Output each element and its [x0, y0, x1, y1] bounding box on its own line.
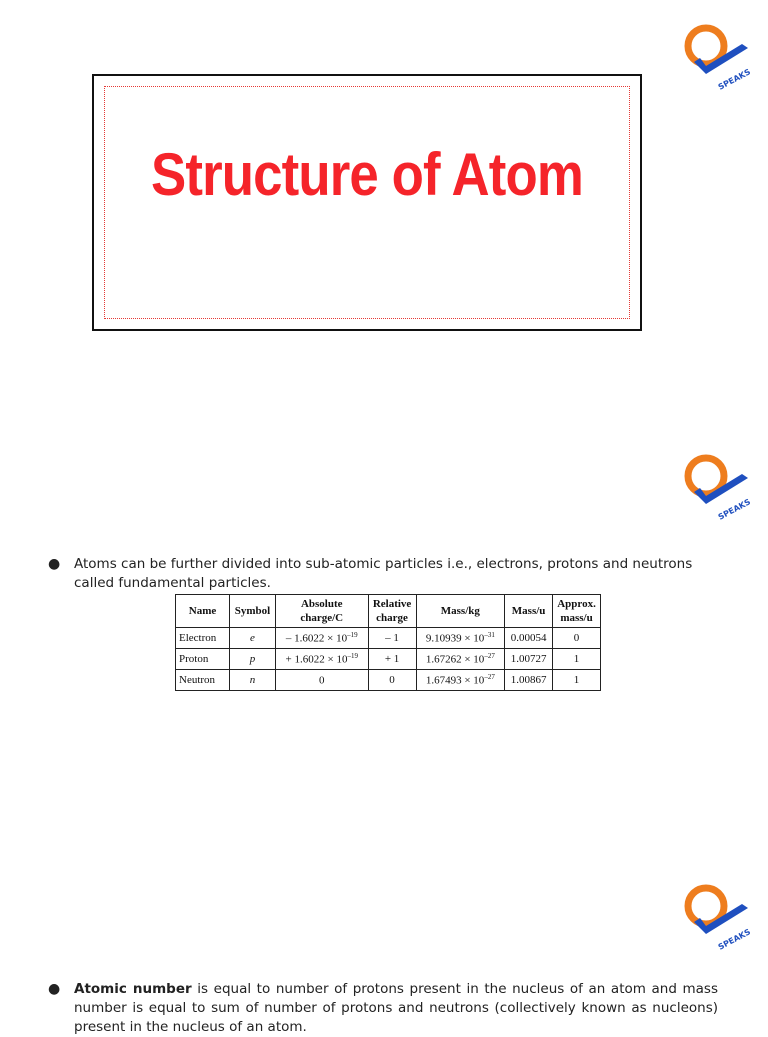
- cell-approx-mass: 0: [553, 628, 601, 649]
- abs-base: 0: [318, 674, 325, 687]
- cell-approx-mass: 1: [553, 649, 601, 670]
- header-mass-kg: Mass/kg: [416, 595, 505, 628]
- speaks-logo: [676, 440, 756, 530]
- cell-mass-kg: [416, 649, 505, 670]
- speaks-logo: [676, 10, 756, 100]
- cell-symbol: p: [230, 649, 276, 670]
- cell-relative-charge: + 1: [368, 649, 416, 670]
- cell-mass-kg: [416, 670, 505, 691]
- abs-exp: –19: [347, 631, 358, 640]
- table-header-row: [176, 595, 601, 628]
- cell-name: Neutron: [176, 670, 230, 691]
- cell-name: Proton: [176, 649, 230, 670]
- header-approx-mass: Approx. mass/u: [553, 595, 601, 628]
- bullet-dot: ●: [48, 981, 61, 997]
- mass-exp: –31: [484, 631, 495, 640]
- cell-absolute-charge: [275, 649, 368, 670]
- header-relative-charge: Relative charge: [368, 595, 416, 628]
- header-name: Name: [176, 595, 230, 628]
- logo-text: SPEAKS: [716, 67, 753, 92]
- abs-base: + 1.6022 × 10: [285, 653, 348, 666]
- cell-symbol: n: [230, 670, 276, 691]
- header-symbol: Symbol: [230, 595, 276, 628]
- bullet-fundamental-particles: [48, 555, 718, 593]
- cell-absolute-charge: [275, 628, 368, 649]
- cell-mass-u: 1.00727: [505, 649, 553, 670]
- cell-mass-u: 0.00054: [505, 628, 553, 649]
- mass-base: 1.67493 × 10: [425, 674, 485, 687]
- cell-mass-u: 1.00867: [505, 670, 553, 691]
- mass-exp: –27: [484, 652, 495, 661]
- bullet-text: [74, 980, 718, 1037]
- abs-base: – 1.6022 × 10: [285, 632, 348, 645]
- page-title: Structure of Atom: [151, 141, 583, 208]
- bullet-dot: ●: [48, 556, 61, 572]
- table-row: [176, 628, 601, 649]
- speaks-logo: [676, 870, 756, 960]
- subatomic-particles-table: [175, 594, 601, 691]
- bullet-text: Atoms can be further divided into sub-atomic particles i.e., electrons, protons and neutrons called fundamental particles.: [74, 556, 693, 591]
- cell-absolute-charge: [275, 670, 368, 691]
- logo-text: SPEAKS: [716, 497, 753, 522]
- bullet-atomic-number: [48, 980, 718, 1037]
- cell-symbol: e: [230, 628, 276, 649]
- title-box: [92, 74, 642, 331]
- header-absolute-charge: Absolute charge/C: [275, 595, 368, 628]
- cell-relative-charge: – 1: [368, 628, 416, 649]
- cell-name: Electron: [176, 628, 230, 649]
- logo-text: SPEAKS: [716, 927, 753, 952]
- mass-base: 1.67262 × 10: [425, 653, 485, 666]
- cell-relative-charge: 0: [368, 670, 416, 691]
- bullet-body: is equal to number of protons present in the nucleus of an atom and mass number is equal to sum of number of protons and neutrons (collectively known as nucleons) present in the nucleus of an atom.: [74, 981, 718, 1035]
- cell-mass-kg: [416, 628, 505, 649]
- mass-base: 9.10939 × 10: [425, 632, 485, 645]
- table-row: [176, 670, 601, 691]
- mass-exp: –27: [484, 673, 495, 682]
- bullet-bold-term: Atomic number: [74, 981, 192, 997]
- table-row: [176, 649, 601, 670]
- abs-exp: –19: [347, 652, 358, 661]
- header-mass-u: Mass/u: [505, 595, 553, 628]
- cell-approx-mass: 1: [553, 670, 601, 691]
